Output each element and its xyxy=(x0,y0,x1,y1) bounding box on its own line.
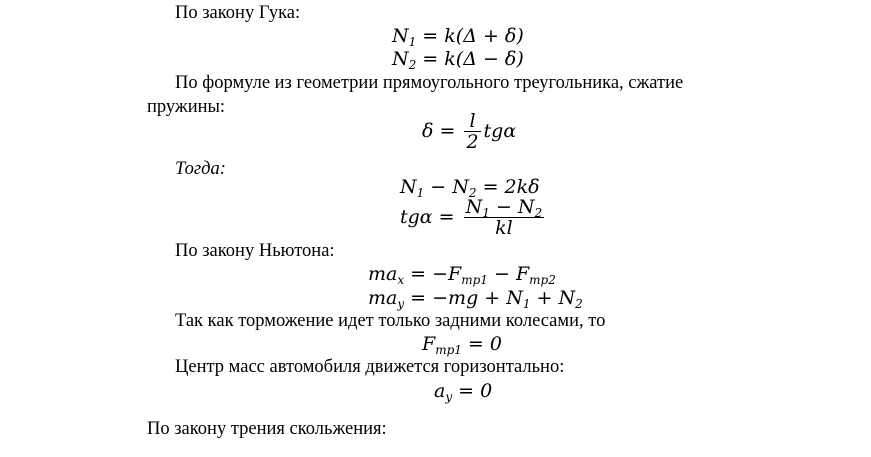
eq8-lhs-sub: тр1 xyxy=(435,343,462,357)
equation-hooke-n2 xyxy=(392,48,524,70)
eq2-lhs: N xyxy=(392,48,409,70)
eq6-mid1: = −F xyxy=(404,263,462,285)
eq5-fraction xyxy=(464,198,545,238)
equation-friction-front xyxy=(422,333,502,355)
equation-hooke-n1 xyxy=(392,25,524,47)
equation-newton-x xyxy=(368,263,556,285)
center-mass-intro: Центр масс автомобиля движется горизонтально: xyxy=(175,357,565,377)
eq4-rhs: = 2kδ xyxy=(476,176,540,198)
newton-intro: По закону Ньютона: xyxy=(175,241,335,261)
eq6-sub2: тр2 xyxy=(529,273,556,287)
eq5-num-b-sub: 2 xyxy=(534,206,543,220)
eq8-lhs: F xyxy=(422,333,436,355)
eq7-lhs-sub: y xyxy=(397,297,405,311)
eq3-rhs: tgα xyxy=(483,120,517,142)
eq2-lhs-sub: 2 xyxy=(408,58,417,72)
eq9-rhs: = 0 xyxy=(452,380,493,402)
eq5-num-mid: − N xyxy=(489,196,535,218)
eq9-lhs: a xyxy=(434,380,446,402)
eq5-num-a-sub: 1 xyxy=(482,206,490,220)
geometry-intro-line1: По формуле из геометрии прямоугольного треугольника, сжатие xyxy=(175,73,684,93)
equation-difference xyxy=(400,176,540,198)
eq3-denominator: 2 xyxy=(466,131,479,153)
eq4-b-sub: 2 xyxy=(468,186,477,200)
eq5-numerator xyxy=(464,196,545,220)
eq3-numerator: l xyxy=(469,110,476,132)
braking-intro: Так как торможение идет только задними колесами, то xyxy=(175,311,606,331)
eq6-lhs: ma xyxy=(368,263,398,285)
equation-compression xyxy=(422,112,516,152)
eq6-lhs-sub: x xyxy=(397,273,405,287)
eq7-mid2: + N xyxy=(530,287,576,309)
hooke-intro: По закону Гука: xyxy=(175,3,301,23)
eq2-rhs: = k(Δ − δ) xyxy=(416,48,524,70)
eq1-lhs: N xyxy=(392,25,409,47)
eq1-rhs: = k(Δ + δ) xyxy=(416,25,524,47)
eq5-denominator: kl xyxy=(464,217,545,238)
equation-vertical-accel xyxy=(434,380,492,402)
eq7-sub2: 2 xyxy=(575,297,583,311)
eq4-a-sub: 1 xyxy=(416,186,425,200)
eq7-mid1: = −mg + N xyxy=(404,287,523,309)
eq6-sub1: тр1 xyxy=(461,273,488,287)
eq3-lhs: δ = xyxy=(422,120,462,142)
then-label: Тогда: xyxy=(175,159,226,179)
eq3-fraction xyxy=(464,112,480,152)
eq6-mid2: − F xyxy=(487,263,530,285)
eq1-lhs-sub: 1 xyxy=(408,35,417,49)
eq4-mid: − N xyxy=(424,176,469,198)
eq5-lhs: tgα = xyxy=(400,206,461,228)
equation-newton-y xyxy=(368,287,583,309)
eq9-lhs-sub: y xyxy=(445,390,453,404)
eq7-sub1: 1 xyxy=(522,297,531,311)
eq4-a: N xyxy=(400,176,417,198)
eq7-lhs: ma xyxy=(368,287,398,309)
eq5-num-a: N xyxy=(465,196,483,218)
geometry-intro-line2: пружины: xyxy=(147,97,226,117)
eq8-rhs: = 0 xyxy=(461,333,502,355)
equation-tangent xyxy=(400,198,547,238)
friction-intro: По закону трения скольжения: xyxy=(147,419,387,439)
